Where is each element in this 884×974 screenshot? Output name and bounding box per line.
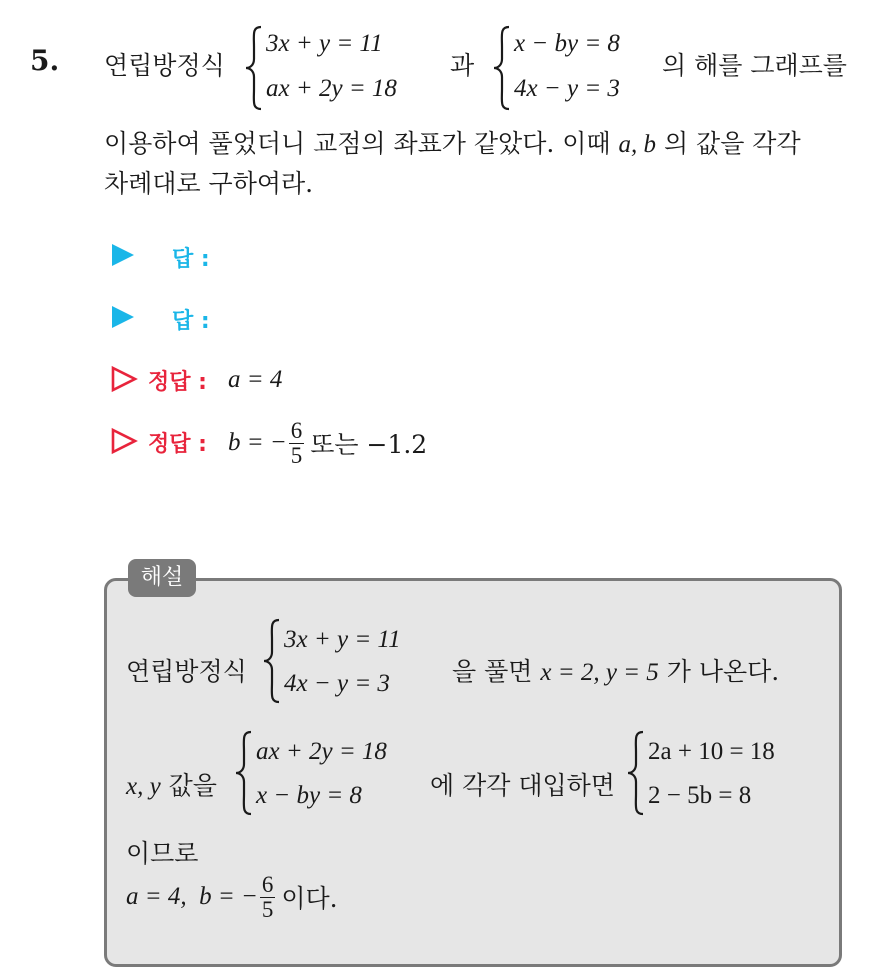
solution-tag: 해설 bbox=[128, 559, 196, 597]
system-1 bbox=[244, 25, 424, 115]
solution-l2-intro bbox=[126, 766, 217, 802]
brace-icon bbox=[492, 25, 512, 111]
system-2 bbox=[492, 25, 642, 115]
correct-label: 정답 : bbox=[148, 370, 207, 395]
fraction-numerator: 6 bbox=[261, 871, 274, 897]
brace-icon bbox=[262, 618, 282, 704]
answer-a: a = 4 bbox=[228, 366, 283, 393]
answer-label: 답 : bbox=[172, 247, 210, 272]
problem-line-3: 차례대로 구하여라. bbox=[104, 169, 314, 198]
solution-system-3-eq-2: 2 − 5b = 8 bbox=[648, 782, 752, 809]
problem-number: 5. bbox=[30, 44, 60, 77]
solution-system-2-eq-2: x − by = 8 bbox=[256, 782, 362, 809]
fraction bbox=[260, 873, 276, 922]
solution-l1-intro: 연립방정식 bbox=[126, 657, 247, 686]
correct-row-2 bbox=[110, 416, 530, 472]
play-marker-icon bbox=[110, 242, 136, 268]
correct-label: 정답 : bbox=[148, 432, 207, 457]
solution-system-1-eq-1: 3x + y = 11 bbox=[284, 626, 401, 653]
solution-system-2-eq-1: ax + 2y = 18 bbox=[256, 738, 387, 765]
fraction-denominator: 5 bbox=[261, 896, 274, 922]
solution-l1-tail-text: 을 풀면 bbox=[452, 657, 533, 686]
solution-l4-end: 이다. bbox=[281, 884, 338, 913]
solution-l1-tail bbox=[452, 652, 779, 688]
answer-b-prefix: b = − bbox=[228, 429, 287, 456]
solution-l1-end: 가 나온다. bbox=[666, 657, 780, 686]
solution-l4 bbox=[126, 868, 338, 926]
solution-l2-intro-text: 값을 bbox=[168, 771, 217, 800]
system-1-eq-2: ax + 2y = 18 bbox=[266, 75, 397, 102]
problem-line-2 bbox=[104, 124, 801, 160]
solution-system-2 bbox=[234, 730, 424, 820]
solution-l2-vars: x, y bbox=[126, 773, 161, 800]
system-2-eq-2: 4x − y = 3 bbox=[514, 75, 620, 102]
fraction bbox=[289, 419, 305, 468]
connector-text: 과 bbox=[450, 51, 475, 80]
brace-icon bbox=[244, 25, 264, 111]
solution-system-3 bbox=[626, 730, 826, 820]
brace-icon bbox=[626, 730, 646, 816]
solution-system-1 bbox=[262, 618, 432, 708]
solution-l4-prefix: a = 4, b = − bbox=[126, 883, 258, 910]
outline-triangle-icon bbox=[110, 427, 138, 455]
correct-row-1 bbox=[110, 362, 510, 396]
brace-icon bbox=[234, 730, 254, 816]
solution-l2-mid: 에 각각 대입하면 bbox=[430, 771, 615, 800]
problem-intro: 연립방정식 bbox=[104, 51, 225, 80]
problem-line-2-text: 이용하여 풀었더니 교점의 좌표가 같았다. 이때 bbox=[104, 129, 611, 158]
solution-l3: 이므로 bbox=[126, 839, 199, 868]
system-1-eq-1: 3x + y = 11 bbox=[266, 30, 383, 57]
solution-l1-result: x = 2, y = 5 bbox=[540, 659, 659, 686]
answer-label: 답 : bbox=[172, 309, 210, 334]
solution-system-3-eq-1: 2a + 10 = 18 bbox=[648, 738, 775, 765]
answer-b bbox=[228, 416, 427, 470]
solution-system-1-eq-2: 4x − y = 3 bbox=[284, 670, 390, 697]
problem-tail: 의 해를 그래프를 bbox=[662, 51, 847, 80]
problem-vars: a, b bbox=[618, 131, 656, 158]
play-marker-icon bbox=[110, 304, 136, 330]
system-2-eq-1: x − by = 8 bbox=[514, 30, 620, 57]
fraction-numerator: 6 bbox=[290, 417, 303, 443]
outline-triangle-icon bbox=[110, 365, 138, 393]
answer-b-suffix: 또는 −1.2 bbox=[310, 430, 428, 459]
problem-line-2-end: 의 값을 각각 bbox=[663, 129, 801, 158]
fraction-denominator: 5 bbox=[290, 442, 303, 468]
